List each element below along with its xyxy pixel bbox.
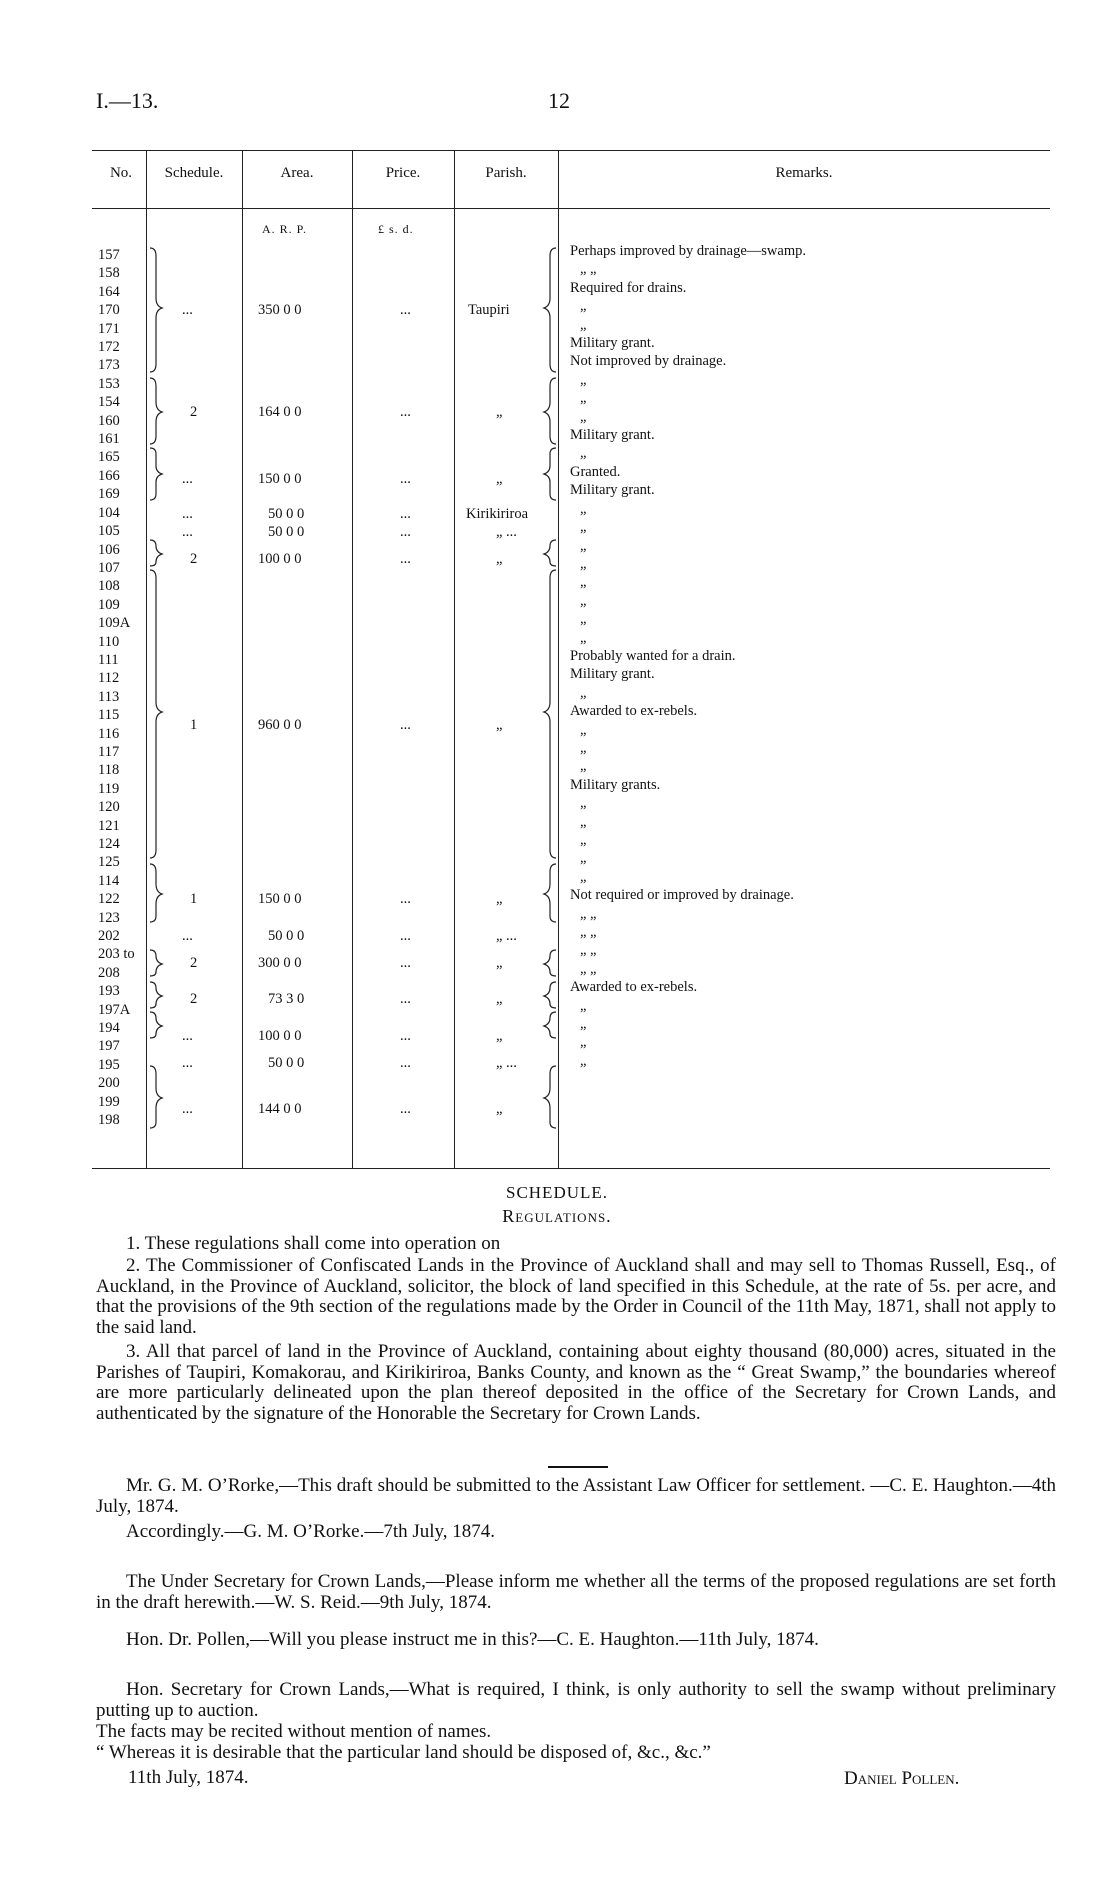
price-units: £ s. d. — [378, 222, 414, 236]
area-units: A. R. P. — [262, 222, 308, 236]
schedule-cell: ... — [182, 1101, 193, 1117]
remark: „ — [580, 574, 587, 591]
remark: „ „ — [580, 942, 597, 959]
schedule-title: SCHEDULE. — [505, 1183, 609, 1202]
signature-date: 11th July, 1874. — [128, 1767, 249, 1788]
table-row-number: 116 — [98, 725, 120, 742]
remark: Granted. — [570, 463, 621, 480]
remark: „ — [580, 850, 587, 867]
remark: Required for drains. — [570, 279, 687, 296]
price-cell: ... — [400, 551, 411, 567]
remark: Awarded to ex-rebels. — [570, 703, 698, 720]
table-row-number: 170 — [98, 302, 120, 319]
parish-cell: „ — [496, 991, 503, 1007]
remark: „ — [580, 555, 587, 572]
area-cell: 164 0 0 — [258, 404, 302, 420]
table-row-number: 104 — [98, 504, 120, 521]
separator-rule — [548, 1466, 608, 1468]
remark: „ „ — [580, 905, 597, 922]
area-cell: 73 3 0 — [268, 991, 305, 1007]
price-cell: ... — [400, 506, 411, 522]
remark: „ — [580, 500, 587, 517]
parish-cell: „ ... — [496, 1055, 517, 1071]
area-cell: 100 0 0 — [258, 551, 302, 567]
table-row-number: 197A — [98, 1001, 131, 1018]
remark: „ — [580, 997, 587, 1014]
table-row-number: 154 — [98, 394, 120, 411]
table-row-number: 195 — [98, 1056, 120, 1073]
remark: „ — [580, 832, 587, 848]
parish-cell: „ — [496, 891, 503, 907]
brace-mark — [544, 982, 556, 1008]
brace-mark — [544, 1012, 556, 1038]
area-cell: 50 0 0 — [268, 506, 305, 522]
brace-mark — [544, 1066, 556, 1128]
minute-orourke: Mr. G. M. O’Rorke,—This draft should be submitted to the Assistant Law Officer for settlement. —C. E. Haughton.—4th July, 1874. — [96, 1475, 1056, 1517]
parish-cell: „ ... — [496, 928, 517, 944]
table-row-number: 166 — [98, 467, 120, 484]
schedule-brace-column — [148, 240, 168, 1140]
schedule-cell: 2 — [190, 955, 198, 971]
table-row-number: 111 — [98, 651, 119, 668]
remark: Military grant. — [570, 482, 655, 499]
price-cell: ... — [400, 891, 411, 907]
price-cell: ... — [400, 991, 411, 1007]
price-cell: ... — [400, 1028, 411, 1044]
parish-cell: „ — [496, 551, 503, 567]
table-row-number: 153 — [98, 375, 120, 392]
col-divider — [146, 150, 147, 1168]
remark: „ — [580, 868, 587, 885]
brace-mark — [150, 1012, 162, 1038]
regulation-1: 1. These regulations shall come into operation on — [126, 1233, 501, 1254]
price-cell: ... — [400, 471, 411, 487]
table-row-number: 169 — [98, 486, 120, 503]
table-row-number: 160 — [98, 412, 120, 429]
remark: „ — [580, 371, 587, 388]
minute-accordingly: Accordingly.—G. M. O’Rorke.—7th July, 1874. — [126, 1521, 496, 1542]
price-cell: ... — [400, 524, 411, 540]
remark: „ — [580, 316, 587, 333]
brace-mark — [150, 248, 162, 372]
remark: „ — [580, 519, 587, 536]
table-row-number: 208 — [98, 964, 120, 981]
area-cell: 350 0 0 — [258, 302, 302, 318]
price-cell: ... — [400, 717, 411, 733]
area-cell: 960 0 0 — [258, 717, 302, 733]
remark: „ — [580, 537, 587, 554]
table-row-number: 110 — [98, 633, 120, 650]
schedule-cell: ... — [182, 302, 193, 318]
table-row-number: 165 — [98, 449, 120, 466]
schedule-cell: 2 — [190, 404, 198, 420]
table-row-number: 108 — [98, 578, 120, 595]
parish-cell: „ — [496, 1101, 503, 1117]
schedule-cell: ... — [182, 1055, 193, 1071]
remark: „ — [580, 1052, 587, 1069]
area-cell: 50 0 0 — [268, 524, 305, 540]
table-row-number: 161 — [98, 431, 120, 448]
area-cell: 144 0 0 — [258, 1101, 302, 1117]
schedule-cell: ... — [182, 506, 193, 522]
brace-mark — [544, 540, 556, 566]
regulations-subtitle: Regulations. — [502, 1206, 612, 1226]
parish-cell: „ — [496, 955, 503, 971]
table-row-number: 125 — [98, 854, 120, 871]
remark: Military grant. — [570, 427, 655, 444]
remark: „ „ — [580, 261, 597, 278]
table-row-number: 106 — [98, 541, 120, 558]
table-row-number: 172 — [98, 339, 120, 356]
number-column — [98, 246, 135, 1130]
remark: Probably wanted for a drain. — [570, 647, 736, 664]
area-cell: 50 0 0 — [268, 1055, 305, 1071]
parish-cell: Kirikiriroa — [466, 506, 529, 522]
schedule-cell: ... — [182, 471, 193, 487]
document-reference: I.—13. — [96, 88, 159, 113]
remark: „ — [580, 1016, 587, 1033]
remarks-column — [570, 242, 806, 1070]
table-row-number: 193 — [98, 983, 120, 1000]
minute-facts: The facts may be recited without mention of names. — [96, 1721, 492, 1742]
table-row-number: 112 — [98, 670, 120, 687]
parish-cell: Taupiri — [468, 302, 510, 318]
table-row-number: 114 — [98, 872, 120, 889]
remark: „ „ — [580, 960, 597, 977]
table-row-number: 124 — [98, 836, 120, 852]
schedule-cell: 1 — [190, 891, 198, 907]
parish-cell: „ — [496, 717, 503, 733]
remark: „ — [580, 1034, 587, 1051]
page-number: 12 — [548, 88, 570, 113]
parish-cell: „ — [496, 471, 503, 487]
brace-mark — [544, 570, 556, 858]
signature-name: Daniel Pollen. — [844, 1768, 960, 1789]
remark: Not improved by drainage. — [570, 353, 727, 370]
remark: „ „ — [580, 924, 597, 941]
brace-mark — [150, 1066, 162, 1128]
parish-cell: „ — [496, 1028, 503, 1044]
remark: „ — [580, 408, 587, 425]
table-row-number: 157 — [98, 247, 120, 263]
remark: „ — [580, 721, 587, 738]
brace-mark — [544, 950, 556, 976]
table-row-number: 197 — [98, 1038, 120, 1055]
table-row-number: 123 — [98, 909, 120, 926]
table-row-number: 164 — [98, 283, 120, 300]
table-row-number: 115 — [98, 707, 120, 724]
schedule-cell: 2 — [190, 991, 198, 1007]
price-cell: ... — [400, 1101, 411, 1117]
header-schedule: Schedule. — [164, 165, 224, 181]
regulation-3: 3. All that parcel of land in the Province of Auckland, containing about eighty thousand (80,000) acres, situated in the Parishes of Taupiri, Komakorau, and Kirikiriroa, Banks County, and known as the “ Great Swamp,” the boundaries whereof are more particularly delineated upon the plan thereof deposited in the office of the Secretary for Crown Lands, and authenticated by the signature of the Honorable the Secretary for Crown Lands. — [96, 1341, 1056, 1424]
brace-mark — [544, 864, 556, 922]
brace-mark — [150, 448, 162, 500]
brace-mark — [150, 950, 162, 976]
table-row-number: 117 — [98, 743, 120, 760]
table-row-number: 107 — [98, 559, 120, 576]
remark: „ — [580, 684, 587, 701]
table-row-number: 119 — [98, 780, 120, 797]
parish-cell: „ ... — [496, 524, 517, 540]
regulation-2: 2. The Commissioner of Confiscated Lands in the Province of Auckland shall and may sell to Thomas Russell, Esq., of Auckland, in the Province of Auckland, solicitor, the block of land specified in this Schedule, at the rate of 5s. per acre, and that the provisions of the 9th section of the regulations made by the Order in Council of the 11th May, 1871, shall not apply to the said land. — [96, 1255, 1056, 1338]
remark: „ — [580, 758, 587, 775]
area-cell: 100 0 0 — [258, 1028, 302, 1044]
remark: „ — [580, 629, 587, 646]
table-row-number: 171 — [98, 320, 120, 337]
parish-cell: „ — [496, 404, 503, 420]
remark: Perhaps improved by drainage—swamp. — [570, 243, 806, 259]
area-cell: 50 0 0 — [268, 928, 305, 944]
table-row-number: 194 — [98, 1020, 120, 1037]
table-row-number: 105 — [98, 523, 120, 540]
remark: Awarded to ex-rebels. — [570, 979, 698, 996]
table-header-rule — [92, 208, 1050, 209]
schedule-cell: ... — [182, 524, 193, 540]
price-cell: ... — [400, 404, 411, 420]
price-cell: ... — [400, 955, 411, 971]
brace-mark — [150, 540, 162, 566]
table-row-number: 122 — [98, 891, 120, 908]
table-row-number: 158 — [98, 265, 120, 282]
col-divider — [454, 150, 455, 1168]
table-row-number: 113 — [98, 688, 120, 705]
table-top-rule — [92, 150, 1050, 151]
remark: „ — [580, 795, 587, 812]
minute-under-secretary: The Under Secretary for Crown Lands,—Please inform me whether all the terms of the proposed regulations are set forth in the draft herewith.—W. S. Reid.—9th July, 1874. — [96, 1571, 1056, 1613]
table-row-number: 173 — [98, 357, 120, 374]
brace-mark — [150, 378, 162, 444]
area-cell: 300 0 0 — [258, 955, 302, 971]
area-cell: 150 0 0 — [258, 891, 302, 907]
brace-mark — [150, 570, 162, 858]
col-divider — [242, 150, 243, 1168]
remark: „ — [580, 390, 587, 407]
remark: „ — [580, 298, 587, 315]
minute-whereas: “ Whereas it is desirable that the particular land should be disposed of, &c., &c.” — [96, 1742, 711, 1763]
table-row-number: 200 — [98, 1075, 120, 1092]
table-bottom-rule — [92, 1168, 1050, 1169]
minute-hon-secretary: Hon. Secretary for Crown Lands,—What is required, I think, is only authority to sell the swamp without preliminary putting up to auction. — [96, 1679, 1056, 1721]
table-row-number: 198 — [98, 1112, 120, 1129]
brace-mark — [544, 248, 556, 372]
brace-mark — [544, 448, 556, 500]
schedule-cell: ... — [182, 1028, 193, 1044]
header-no: No. — [109, 165, 133, 181]
col-divider — [352, 150, 353, 1168]
brace-mark — [544, 378, 556, 444]
price-cell: ... — [400, 928, 411, 944]
header-parish: Parish. — [485, 165, 527, 181]
remark: „ — [580, 592, 587, 609]
remark: „ — [580, 813, 587, 830]
table-row-number: 109A — [98, 615, 131, 632]
remark: Not required or improved by drainage. — [570, 887, 794, 904]
price-cell: ... — [400, 302, 411, 318]
area-cell: 150 0 0 — [258, 471, 302, 487]
remark: „ — [580, 739, 587, 756]
table-row-number: 121 — [98, 817, 120, 834]
schedule-cell: 2 — [190, 551, 198, 567]
table-row-number: 199 — [98, 1093, 120, 1110]
brace-mark — [150, 864, 162, 922]
schedule-cell: 1 — [190, 717, 198, 733]
table-row-number: 203 to — [98, 946, 135, 963]
table-row-number: 120 — [98, 799, 120, 816]
minute-pollen: Hon. Dr. Pollen,—Will you please instruct me in this?—C. E. Haughton.—11th July, 1874. — [126, 1629, 819, 1650]
parish-brace-column — [540, 240, 560, 1140]
table-row-number: 202 — [98, 928, 120, 945]
remark: „ — [580, 445, 587, 462]
brace-mark — [150, 982, 162, 1008]
header-area: Area. — [280, 165, 314, 181]
header-remarks: Remarks. — [775, 165, 833, 181]
remark: Military grant. — [570, 335, 655, 352]
table-row-number: 109 — [98, 596, 120, 613]
table-row-number: 118 — [98, 762, 120, 779]
remark: Military grant. — [570, 666, 655, 683]
schedule-cell: ... — [182, 928, 193, 944]
header-price: Price. — [385, 165, 421, 181]
price-cell: ... — [400, 1055, 411, 1071]
remark: „ — [580, 611, 587, 628]
remark: Military grants. — [570, 776, 661, 793]
